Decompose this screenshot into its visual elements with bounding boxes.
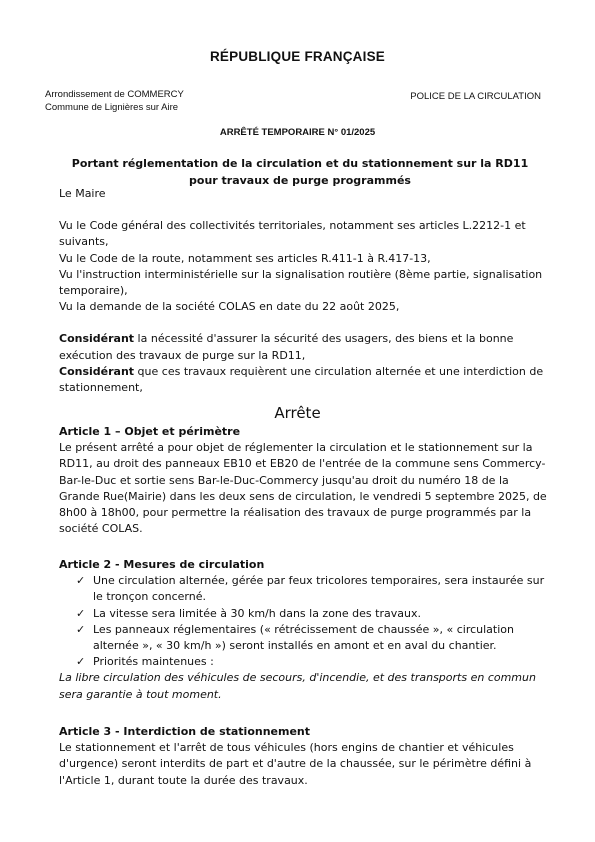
measures-list (59, 573, 549, 670)
preamble (59, 186, 549, 396)
republic-heading: RÉPUBLIQUE FRANÇAISE (209, 49, 385, 64)
police-heading: POLICE DE LA CIRCULATION (410, 91, 541, 102)
considerant-item (59, 331, 549, 363)
visa-item: Vu le Code général des collectivités territoriales, notamment ses articles L.2212-1 et suivants, (59, 219, 526, 249)
arrete-number: ARRÊTÉ TEMPORAIRE N° 01/2025 (219, 127, 376, 138)
arrondissement-line: Arrondissement de COMMERCY (45, 89, 184, 100)
checkmark-icon: ✓ (76, 655, 86, 669)
article-2 (59, 557, 549, 703)
admin-block (45, 89, 184, 114)
commune-line: Commune de Lignières sur Aire (45, 101, 179, 113)
authority: Le Maire (59, 187, 106, 200)
list-item: ✓ Une circulation alternée, gérée par feux tricolores temporaires, sera instaurée sur le tronçon concerné. (76, 574, 545, 604)
article-3-title: Article 3 - Interdiction de stationnement (59, 725, 311, 738)
considerant-item (59, 364, 549, 396)
checkmark-icon: ✓ (76, 574, 86, 588)
list-item: ✓ Les panneaux réglementaires (« rétrécissement de chaussée », « circulation alternée », « 30 km/h ») seront installés en amont et en aval du chantier. (76, 622, 514, 653)
visa-item: Vu l'instruction interministérielle sur la signalisation routière (8ème partie, signalisation temporaire), (59, 267, 543, 298)
article-2-title: Article 2 - Mesures de circulation (59, 558, 265, 571)
article-3 (59, 724, 549, 789)
article-1-title: Article 1 – Objet et périmètre (59, 425, 241, 438)
considerant-lead: Considérant (59, 332, 135, 346)
considerant-lead: Considérant (59, 364, 135, 378)
visa-item: Vu le Code de la route, notamment ses articles R.411-1 à R.417-13, (59, 251, 431, 265)
priority-note: La libre circulation des véhicules de secours, d'incendie, et des transports en commun sera garantie à tout moment. (59, 671, 536, 701)
arrete-subject: Portant réglementation de la circulation et du stationnement sur la RD11 pour travaux de purge programmés (71, 157, 529, 187)
list-item: ✓ Priorités maintenues : (59, 654, 549, 670)
article-1 (59, 424, 549, 537)
visa-item: Vu la demande de la société COLAS en date du 22 août 2025, (59, 300, 400, 314)
considerant-text: que ces travaux requièrent une circulation alternée et une interdiction de stationnement, (59, 364, 544, 395)
list-item: ✓ La vitesse sera limitée à 30 km/h dans la zone des travaux. (59, 606, 549, 622)
article-3-text: Le stationnement et l'arrêt de tous véhicules (hors engins de chantier et véhicules d'urgence) seront interdits de part et d'autre de la chaussée, sur le périmètre défini à l'Article 1, durant toute la durée des travaux. (59, 741, 532, 787)
article-1-text: Le présent arrêté a pour objet de réglementer la circulation et le stationnement sur la RD11, au droit des panneaux EB10 et EB20 de l'entrée de la commune sens Commercy-Bar-le-Duc et sortie sens Bar-le-Duc-Commercy jusqu'au droit du numéro 18 de la Grande Rue(Mairie) dans les deux sens de circulation, le vendredi 5 septembre 2025, de 8h00 à 18h00, pour permettre la réalisation des travaux de purge programmés par la société COLAS. (59, 441, 547, 536)
considerant-text: la nécessité d'assurer la sécurité des usagers, des biens et la bonne exécution des travaux de purge sur la RD11, (59, 332, 514, 362)
decree-title: Arrête (274, 404, 321, 422)
checkmark-icon: ✓ (76, 622, 86, 636)
checkmark-icon: ✓ (76, 606, 86, 620)
